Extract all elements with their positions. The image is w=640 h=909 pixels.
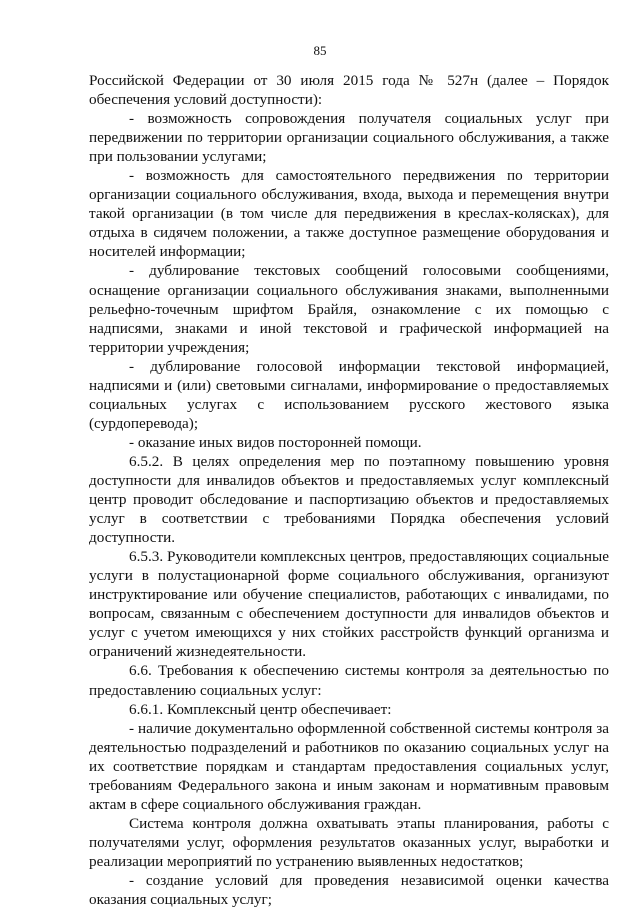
list-item-movement: - возможность для самостоятельного передвижения по территории организации социального обслуживания, входа, выхода и перемещения внутри такой организации (в том числе для передвижения в креслах-колясках), для отдыха в сидячем положении, а также доступное размещение оборудования и носителей информации; <box>89 167 609 261</box>
paragraph-6-5-2: 6.5.2. В целях определения мер по поэтапному повышению уровня доступности для инвалидов объектов и предоставляемых услуг комплексный центр проводит обследование и паспортизацию объектов и предоставляемых услуг в соответствии с требованиями Порядка обеспечения условий доступности. <box>89 452 609 547</box>
list-item-other-assistance: - оказание иных видов посторонней помощи. <box>129 433 422 451</box>
body-text <box>89 71 609 909</box>
paragraph-continuation: Российской Федерации от 30 июля 2015 года № 527н (далее – Порядок обеспечения условий доступности): <box>89 72 609 109</box>
page-number: 85 <box>313 43 327 58</box>
paragraph-6-6: 6.6. Требования к обеспечению системы контроля за деятельностью по предоставлению социальных услуг: <box>89 662 609 699</box>
list-item-escort: - возможность сопровождения получателя социальных услуг при передвижении по территории организации социального обслуживания, а также при пользовании услугами; <box>89 110 609 166</box>
list-item-voice-duplication: - дублирование голосовой информации текстовой информацией, надписями и (или) световыми сигналами, информирование о предоставляемых социальных услугах с использованием русского жестового языка (сурдоперевода); <box>89 357 609 432</box>
paragraph-control-stages: Система контроля должна охватывать этапы планирования, работы с получателями услуг, оформления результатов оказанных услуг, выработки и реализации мероприятий по устранению выявленных недостатков; <box>89 814 609 870</box>
paragraph-6-6-1: 6.6.1. Комплексный центр обеспечивает: <box>129 700 392 718</box>
paragraph-6-5-3: 6.5.3. Руководители комплексных центров, предоставляющих социальные услуги в полустационарной форме социального обслуживания, организуют инструктирование или обучение специалистов, работающих с инвалидами, по вопросам, связанным с обеспечением доступности для инвалидов объектов и услуг с учетом имеющихся у них стойких расстройств функций организма и ограничений жизнедеятельности. <box>89 548 609 661</box>
list-item-control-system: - наличие документально оформленной собственной системы контроля за деятельностью подразделений и работников по оказанию социальных услуг на их соответствие порядкам и стандартам предоставления социальных услуг, требованиям Федерального закона и иным законам и нормативным правовым актам в сфере социального обслуживания граждан. <box>89 719 609 813</box>
list-item-independent-assessment: - создание условий для проведения независимой оценки качества оказания социальных услуг; <box>89 871 609 909</box>
list-item-text-duplication: - дублирование текстовых сообщений голосовыми сообщениями, оснащение организации социального обслуживания знаками, выполненными рельефно-точечным шрифтом Брайля, ознакомление с их помощью с надписями, знаками и иной текстовой и графической информацией на территории учреждения; <box>89 262 609 356</box>
